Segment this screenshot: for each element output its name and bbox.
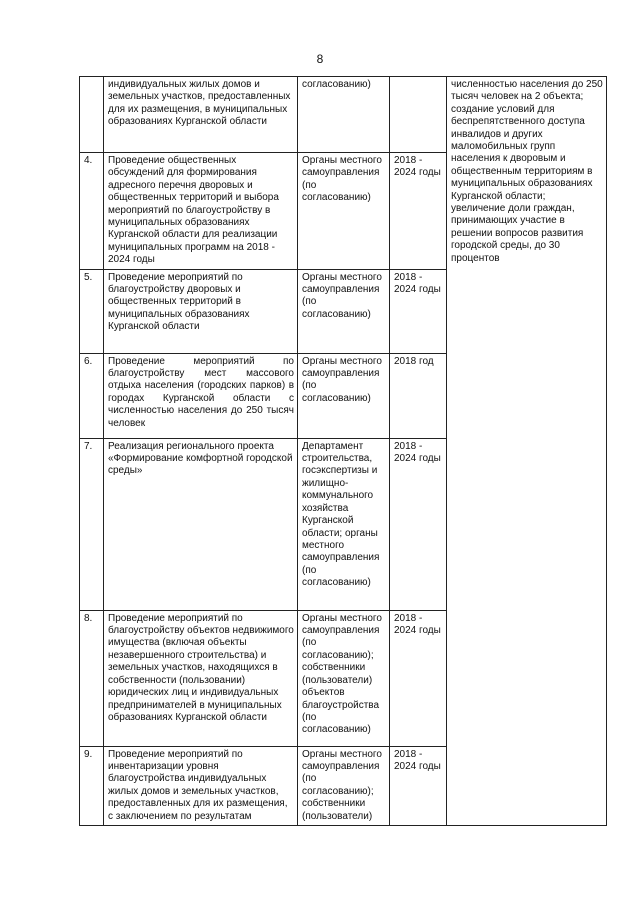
row-number: 5. [80, 269, 104, 353]
table-row [80, 77, 607, 153]
measure-cell: Проведение мероприятий по благоустройству мест массового отдыха населения (городских парков) в городах Курганской области с численностью населения до 250 тысяч человек [104, 353, 298, 438]
expected-results-cell: численностью населения до 250 тысяч человек на 2 объекта; создание условий для беспрепятственного доступа инвалидов и других маломобильных групп населения к дворовым и общественным территориям в муниципальных образованиях Курганской области; увеличение доли граждан, принимающих участие в решении вопросов развития городской среды, до 30 процентов [447, 77, 607, 826]
executor-cell: Органы местного самоуправления (по согласованию); собственники (пользователи) [298, 746, 390, 825]
row-number: 9. [80, 746, 104, 825]
row-number [80, 77, 104, 153]
executor-cell: Органы местного самоуправления (по согласованию); собственники (пользователи) объектов благоустройства (по согласованию) [298, 610, 390, 746]
executor-cell: Органы местного самоуправления (по согласованию) [298, 353, 390, 438]
measure-cell: Проведение мероприятий по инвентаризации уровня благоустройства индивидуальных жилых домов и земельных участков, предоставленных для их размещения, с заключением по результатам [104, 746, 298, 825]
period-cell: 2018 год [390, 353, 447, 438]
executor-cell: Органы местного самоуправления (по согласованию) [298, 153, 390, 270]
measure-cell: Проведение мероприятий по благоустройству дворовых и общественных территорий в муниципальных образованиях Курганской области [104, 269, 298, 353]
measures-table [79, 76, 607, 826]
measure-cell: индивидуальных жилых домов и земельных участков, предоставленных для их размещения, в муниципальных образованиях Курганской области [104, 77, 298, 153]
executor-cell: согласованию) [298, 77, 390, 153]
period-cell: 2018 - 2024 годы [390, 153, 447, 270]
executor-cell: Органы местного самоуправления (по согласованию) [298, 269, 390, 353]
measure-cell: Реализация регионального проекта «Формирование комфортной городской среды» [104, 438, 298, 610]
row-number: 8. [80, 610, 104, 746]
row-number: 6. [80, 353, 104, 438]
period-cell [390, 77, 447, 153]
period-cell: 2018 - 2024 годы [390, 438, 447, 610]
period-cell: 2018 - 2024 годы [390, 746, 447, 825]
row-number: 4. [80, 153, 104, 270]
row-number: 7. [80, 438, 104, 610]
period-cell: 2018 - 2024 годы [390, 610, 447, 746]
period-cell: 2018 - 2024 годы [390, 269, 447, 353]
page-number: 8 [316, 52, 324, 66]
executor-cell: Департамент строительства, госэкспертизы и жилищно-коммунального хозяйства Курганской области; органы местного самоуправления (по согласованию) [298, 438, 390, 610]
measure-cell: Проведение общественных обсуждений для формирования адресного перечня дворовых и общественных территорий и выбора мероприятий по благоустройству в муниципальных образованиях Курганской области для реализации муниципальных программ на 2018 - 2024 годы [104, 153, 298, 270]
measure-cell: Проведение мероприятий по благоустройству объектов недвижимого имущества (включая объекты незавершенного строительства) и земельных участков, находящихся в собственности (пользовании) юридических лиц и индивидуальных предпринимателей в муниципальных образованиях Курганской области [104, 610, 298, 746]
